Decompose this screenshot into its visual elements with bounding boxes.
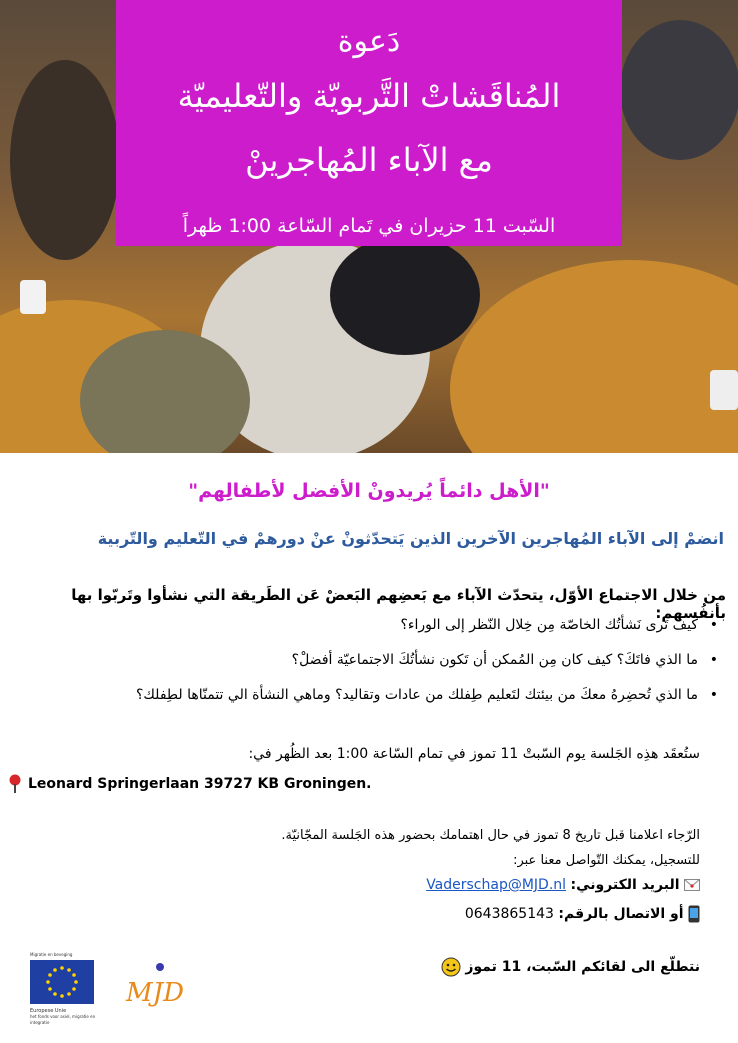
closing-line (441, 957, 700, 977)
email-link[interactable]: Vaderschap@MJD.nl (426, 877, 567, 893)
list-item: • كيف تَرى نَشأتُك الخاصّة مِن خِلال النّظر إلى الوراء؟ (10, 616, 726, 634)
registration-note: الرّجاء اعلامنا قبل تاريخ 8 تموز في حال اهتمامك بحضور هذه الجَلسة المجّانيّة. (281, 828, 700, 843)
map-pin-icon (8, 774, 22, 794)
email-row (426, 877, 700, 893)
smiley-icon (441, 957, 461, 977)
eu-logo (30, 952, 100, 1025)
banner-title-invitation: دَعوة (337, 24, 401, 59)
phone-label: أو الاتصال بالرقم: (558, 906, 684, 922)
mjd-logo (120, 955, 190, 1025)
session-info: ستُعقَد هذِه الجَلسة يوم السّبتْ 11 تموز في تمام السّاعة 1:00 بعد الظُهر في: (248, 746, 700, 762)
phone-row (465, 905, 700, 923)
closing-text: نتطلّع الى لقائكم السّبت، 11 تموز (465, 959, 700, 975)
eu-caption-top: Migratie en beveging (30, 952, 73, 957)
eu-flag-icon (30, 960, 94, 1004)
mjd-logo-text: MJD (126, 978, 184, 1008)
quote-heading: "الأهل دائماً يُريدونْ الأفضل لأطفالِهم" (188, 480, 550, 502)
subheading: انضمْ إلى الآباء المُهاجرين الآخرين الذين يَتحدّثونْ عنْ دورهمْ في التّعليم والتّربية (97, 529, 724, 548)
eu-caption: Europese Unie (30, 1008, 67, 1014)
banner-title-sub: مع الآباء المُهاجرينْ (245, 141, 493, 179)
question-list (10, 616, 726, 721)
phone-number: 0643865143 (464, 906, 554, 922)
eu-subcaption: het fonds voor asiel, migratie en integratie (30, 1014, 96, 1025)
intro-paragraph: من خلال الاجتماع الأوّل، يتحدّث الآباء مع بَعضِهم البَعضْ عَن الطَريقة التي نشأوا وتَربّوا بها بأنفُسهم: (71, 586, 726, 622)
contact-intro: للتسجيل، يمكنك التّواصل معنا عبر: (513, 853, 700, 868)
banner-date: السّبت 11 حزيران في تَمام السّاعة 1:00 ظهراً (182, 215, 556, 237)
banner-title-main: المُناقَشاتْ التَّربويّة والتّعليميّة (177, 77, 561, 115)
envelope-icon (684, 879, 700, 891)
list-item: • ما الذي تُحضِرهُ معكَ من بيئتك لتَعليم طِفلك من عادات وتقاليد؟ وماهي النشأة الي تتمنّاها لطِفلك؟ (10, 686, 726, 704)
list-item: • ما الذي فاتَكَ؟ كيف كان مِن المُمكن أن تَكون نشأتُكَ الاجتماعيّة أفضلْ؟ (10, 651, 726, 669)
title-banner (116, 0, 622, 246)
address: Leonard Springerlaan 39727 KB Groningen. (28, 776, 372, 792)
phone-icon (688, 905, 700, 923)
email-label: البريد الكتروني: (570, 877, 680, 893)
